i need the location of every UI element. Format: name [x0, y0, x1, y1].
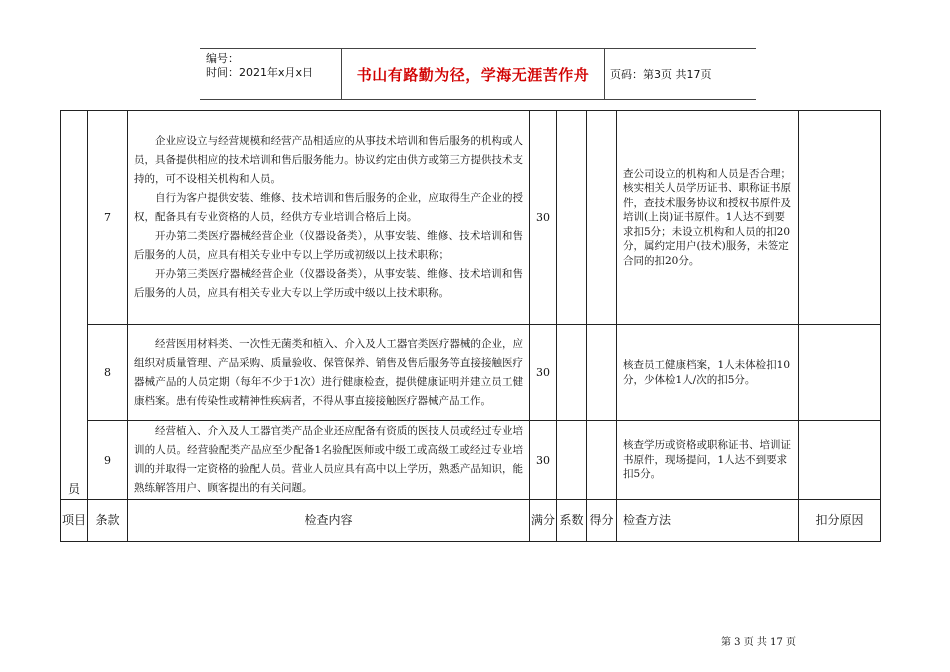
- row-got-cell: [587, 325, 617, 421]
- table-row: [61, 325, 881, 421]
- row-reason-cell: [799, 325, 881, 421]
- content-paragraph: 经营植入、介入及人工器官类产品企业还应配备有资质的医技人员或经过专业培训的人员。经营验配类产品应至少配备1名验配医师或中级工或高级工或经过专业培训的并取得一定资格的验配人员。营业人员应具有高中以上学历，熟悉产品知识，能熟练解答用户、顾客提出的有关问题。: [134, 425, 523, 494]
- row-score: 30: [530, 325, 557, 421]
- page-header: [200, 48, 756, 100]
- row-method: [617, 325, 799, 421]
- header-reason: 扣分原因: [799, 500, 881, 542]
- section-label: 员: [61, 111, 88, 500]
- row-got-cell: [587, 421, 617, 500]
- row-score: 30: [530, 111, 557, 325]
- row-reason-cell: [799, 111, 881, 325]
- table-row: [61, 421, 881, 500]
- header-item: 项目: [61, 500, 88, 542]
- header-meta: [200, 49, 341, 99]
- row-content: [128, 325, 530, 421]
- row-index: 7: [88, 111, 128, 325]
- row-coef-cell: [557, 111, 587, 325]
- method-text: 查公司设立的机构和人员是否合理；核实相关人员学历证书、职称证书原件，查技术服务协议和授权书原件及培训(上岗)证书原件。1人达不到要求扣5分；未设立机构和人员的扣20分，属约定用户(技术)服务，未签定合同的扣20分。: [623, 167, 791, 267]
- header-motto: 书山有路勤为径，学海无涯苦作舟: [341, 49, 605, 99]
- header-method: 检查方法: [617, 500, 799, 542]
- row-method: [617, 111, 799, 325]
- content-paragraph: 经营医用材料类、一次性无菌类和植入、介入及人工器官类医疗器械的企业，应组织对质量管理、产品采购、质量验收、保管保养、销售及售后服务等直接接触医疗器械产品的人员定期（每年不少于1次）进行健康检查，提供健康证明并建立员工健康档案。患有传染性或精神性疾病者，不得从事直接接触医疗器械产品工作。: [134, 337, 523, 407]
- content-paragraph: 开办第三类医疗器械经营企业（仪器设备类），从事安装、维修、技术培训和售后服务的人员，应具有相关专业大专以上学历或中级以上技术职称。: [134, 268, 523, 299]
- inspection-table: [60, 110, 881, 542]
- row-index: 8: [88, 325, 128, 421]
- row-method: [617, 421, 799, 500]
- row-reason-cell: [799, 421, 881, 500]
- row-got-cell: [587, 111, 617, 325]
- table-row: [61, 111, 881, 325]
- time-label: 时间：2021年x月x日: [206, 66, 314, 79]
- row-coef-cell: [557, 325, 587, 421]
- row-coef-cell: [557, 421, 587, 500]
- number-label: 编号：: [206, 52, 239, 65]
- row-index: 9: [88, 421, 128, 500]
- header-page-label: 页码：第3页 共17页: [610, 68, 712, 81]
- row-content: [128, 111, 530, 325]
- content-paragraph: 企业应设立与经营规模和经营产品相适应的从事技术培训和售后服务的机构或人员，具备提供相应的技术培训和售后服务能力。协议约定由供方或第三方提供技术支持的，可不设相关机构和人员。: [134, 135, 523, 185]
- header-coefficient: 系数: [557, 500, 587, 542]
- row-score: 30: [530, 421, 557, 500]
- header-clause: 条款: [88, 500, 128, 542]
- method-text: 核查员工健康档案，1人未体检扣10分，少体检1人/次的扣5分。: [623, 359, 791, 386]
- content-paragraph: 自行为客户提供安装、维修、技术培训和售后服务的企业，应取得生产企业的授权，配备具有专业资格的人员，经供方专业培训合格后上岗。: [134, 192, 523, 223]
- method-text: 核查学历或资格或职称证书、培训证书原件，现场提问，1人达不到要求扣5分。: [623, 439, 791, 481]
- content-paragraph: 开办第二类医疗器械经营企业（仪器设备类），从事安装、维修、技术培训和售后服务的人员，应具有相关专业中专以上学历或初级以上技术职称；: [134, 230, 523, 261]
- header-got-score: 得分: [587, 500, 617, 542]
- row-content: [128, 421, 530, 500]
- page-footer: 第 3 页 共 17 页: [721, 637, 796, 648]
- header-full-score: 满分: [530, 500, 557, 542]
- table-header-row: [61, 500, 881, 542]
- header-content: 检查内容: [128, 500, 530, 542]
